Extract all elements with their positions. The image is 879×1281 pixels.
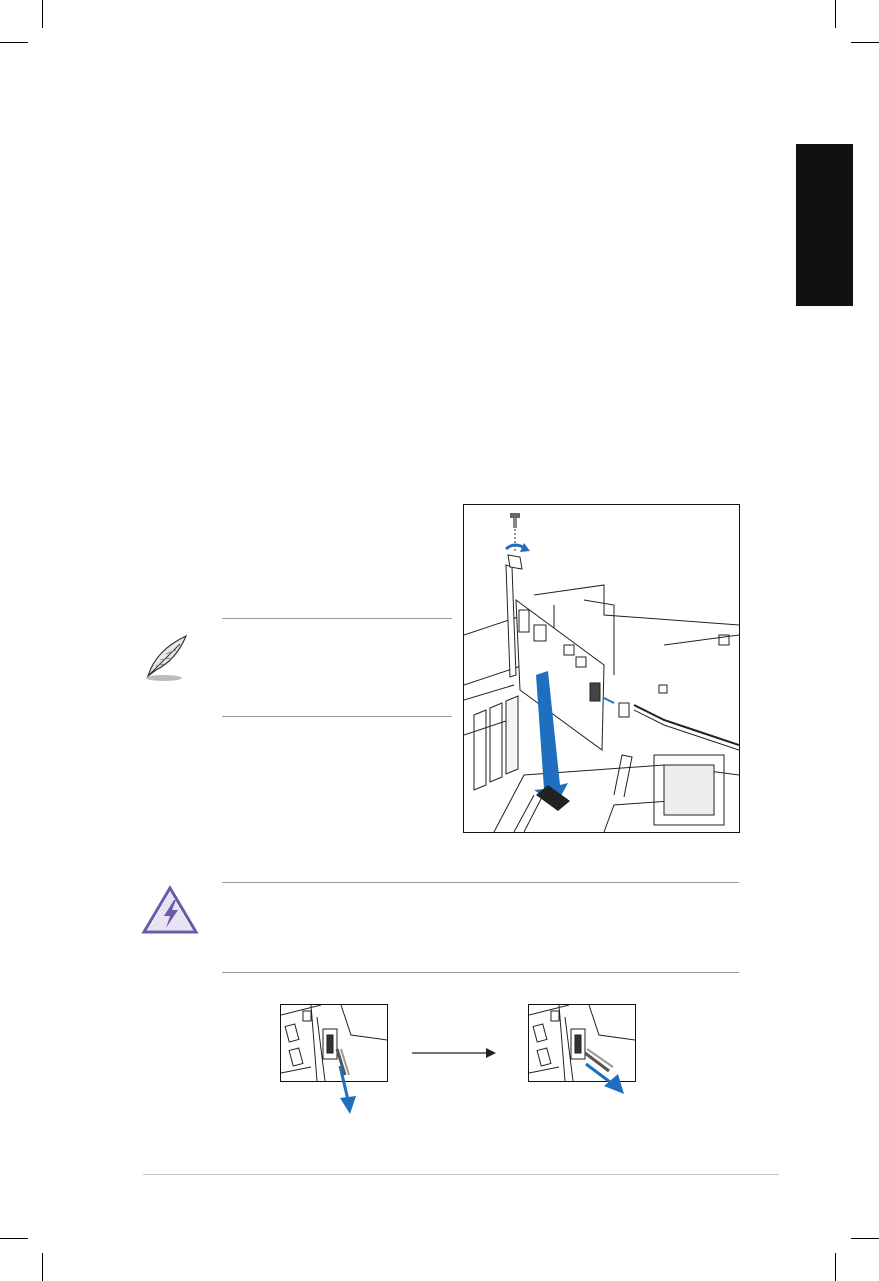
crop-mark-top-right-v <box>835 0 836 28</box>
footer-rule <box>143 1174 779 1175</box>
crop-mark-top-left-v <box>42 0 43 28</box>
feather-pen-icon <box>142 630 198 686</box>
note-divider-top <box>222 618 452 619</box>
pull-side-arrow-icon <box>584 1060 628 1096</box>
right-arrow-icon <box>412 1046 496 1060</box>
pull-down-arrow-icon <box>330 1062 370 1116</box>
card-install-drawing <box>464 505 739 832</box>
side-tab <box>796 144 853 306</box>
main-illustration <box>463 504 740 833</box>
crop-mark-top-right-h <box>851 42 879 43</box>
crop-mark-bottom-right-h <box>851 1238 879 1239</box>
warning-divider-top <box>222 882 739 883</box>
note-divider-bottom <box>222 716 452 717</box>
crop-mark-bottom-left-v <box>42 1253 43 1281</box>
warning-divider-bottom <box>222 972 739 973</box>
crop-mark-bottom-right-v <box>835 1253 836 1281</box>
lightning-warning-icon <box>140 884 200 936</box>
crop-mark-bottom-left-h <box>0 1238 28 1239</box>
crop-mark-top-left-h <box>0 42 28 43</box>
